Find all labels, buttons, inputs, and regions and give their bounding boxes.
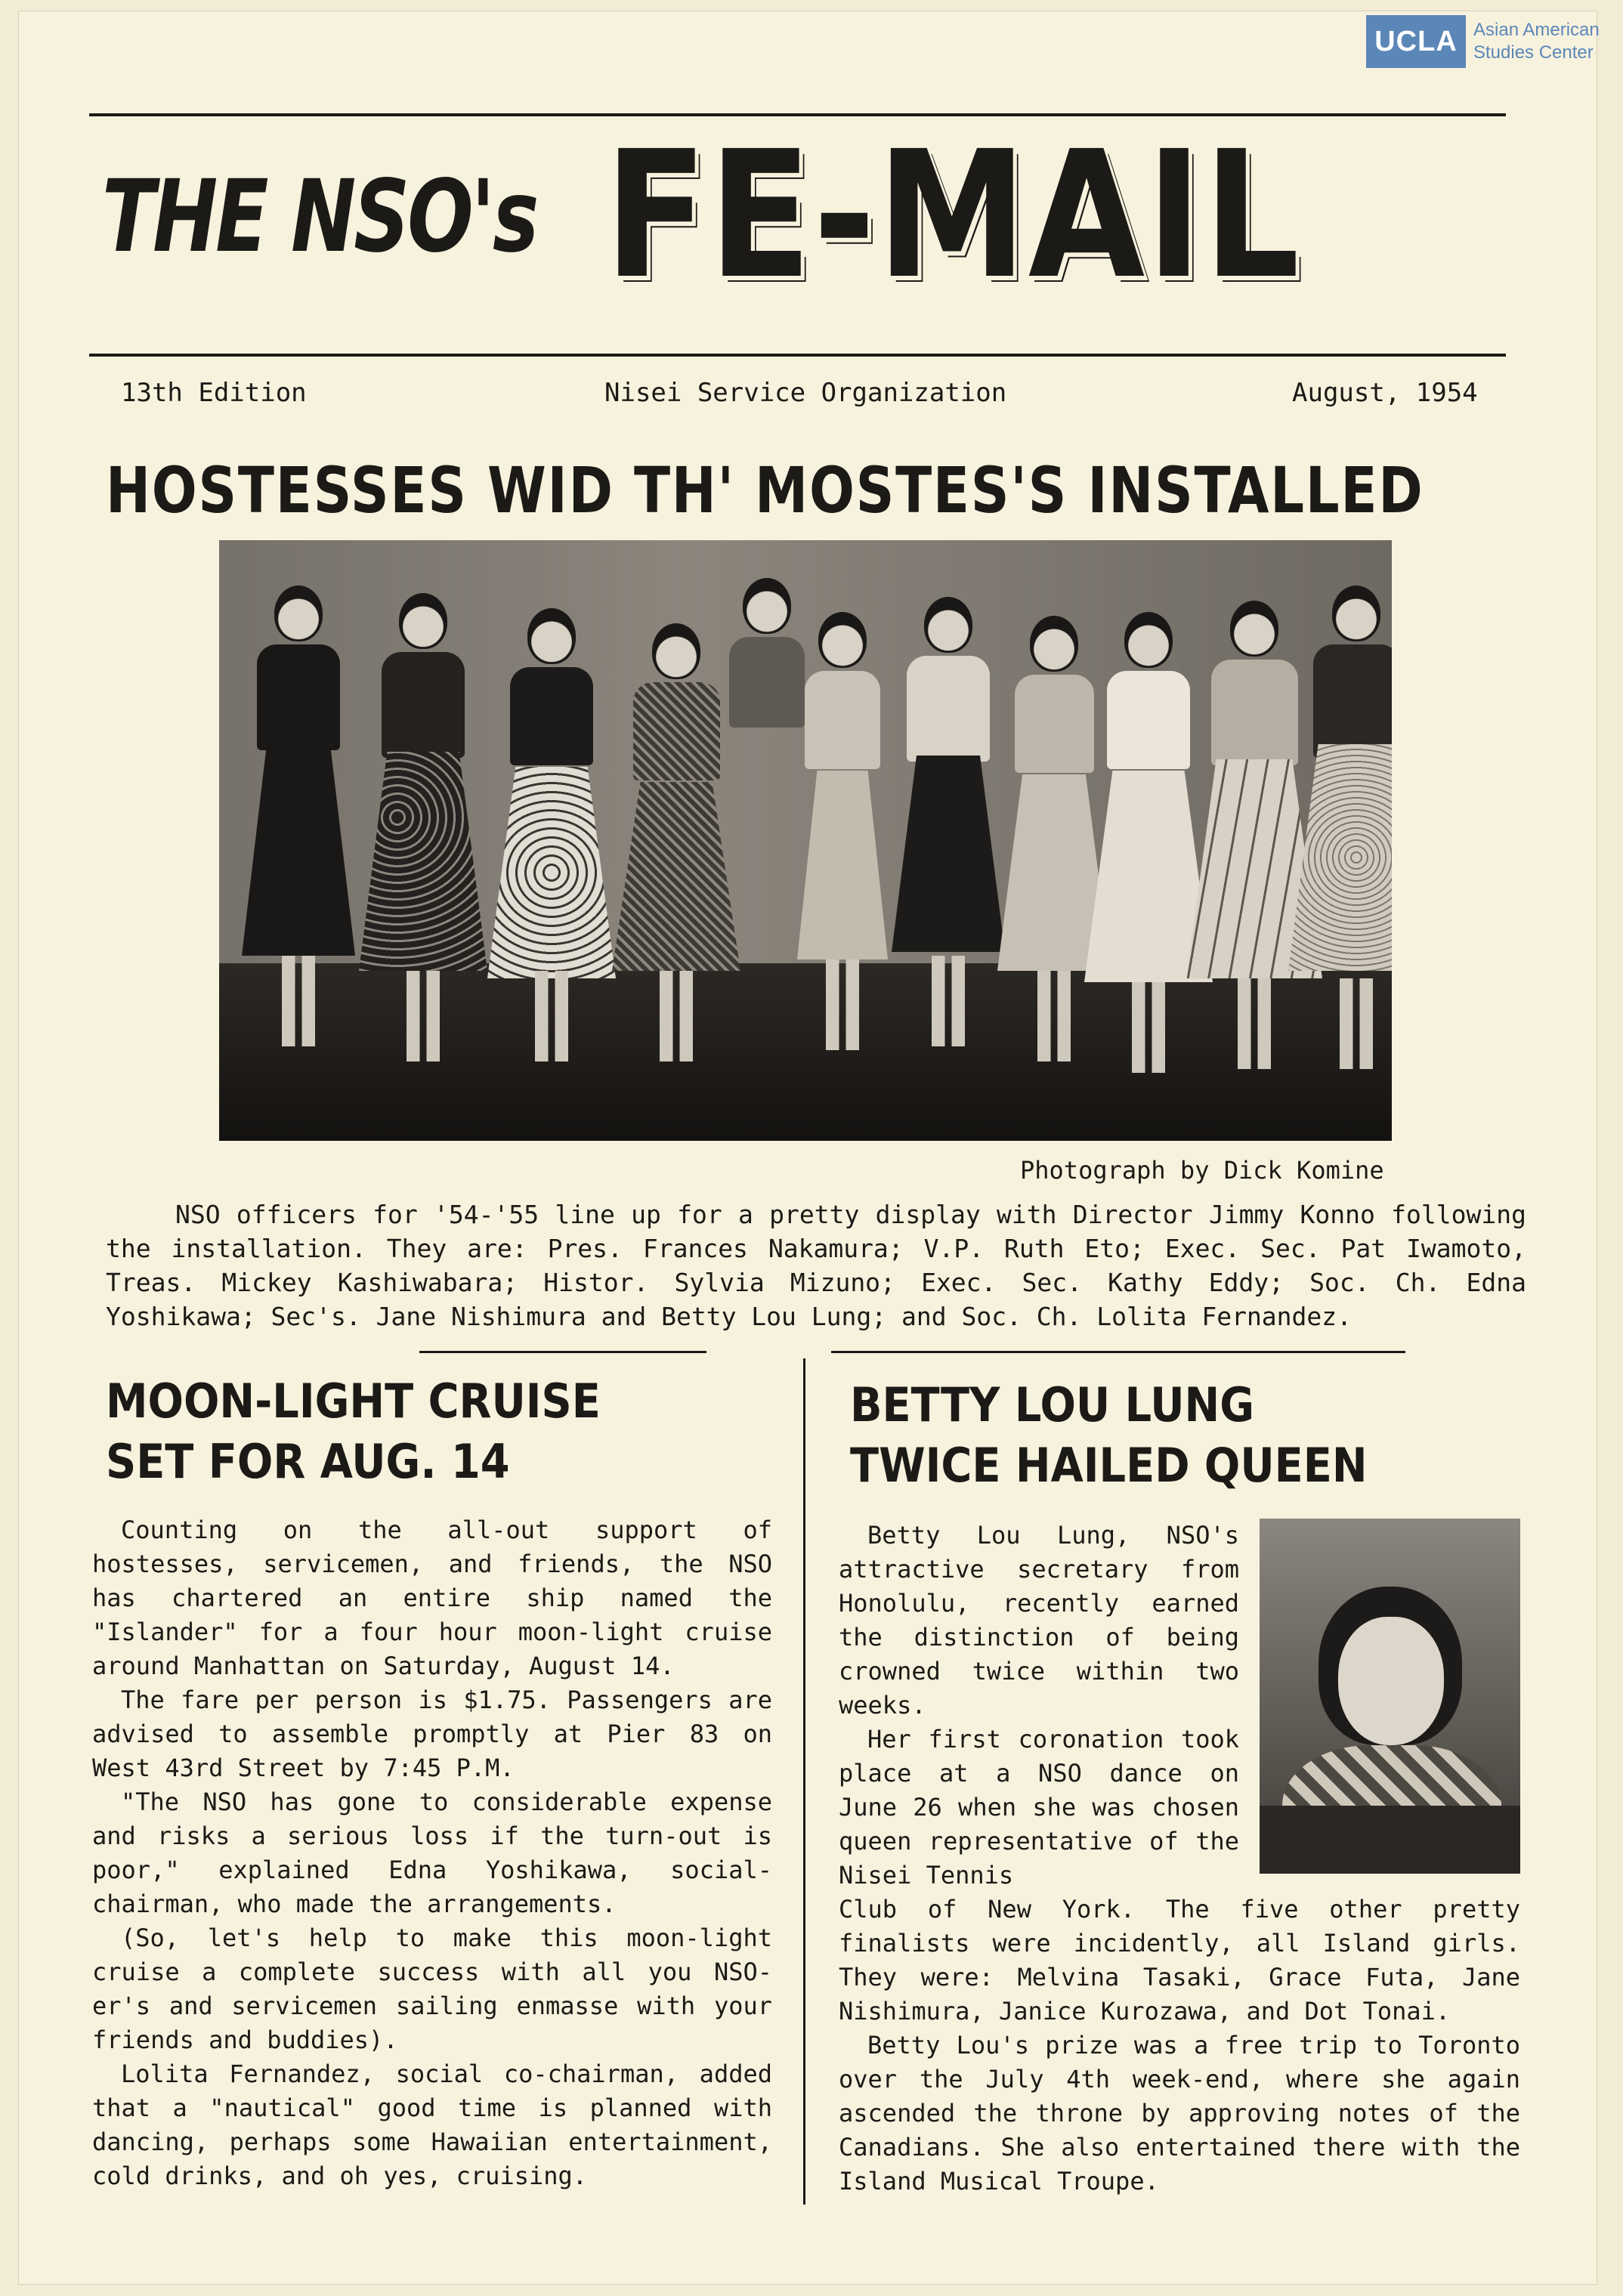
queen-headline bbox=[850, 1375, 1368, 1496]
badge-caption bbox=[1473, 19, 1600, 64]
organization-name: Nisei Service Organization bbox=[604, 378, 1007, 408]
badge-line-1: Asian American bbox=[1473, 20, 1600, 40]
photo-credit: Photograph by Dick Komine bbox=[1020, 1156, 1384, 1185]
cruise-paragraph: The fare per person is $1.75. Passengers are advised to assemble promptly at Pier 83 on West 43rd Street by 7:45 P.M. bbox=[92, 1686, 772, 1782]
caption-rule-right bbox=[831, 1351, 1405, 1353]
cruise-paragraph: Counting on the all-out support of hostesses, servicemen, and friends, the NSO has chartered an entire ship named the "Islander" for a four hour moon-light cruise around Manhattan on Saturday, August 14. bbox=[92, 1516, 772, 1680]
cruise-paragraph: (So, let's help to make this moon-light cruise a complete success with all you NSO-er's and servicemen sailing enmasse with your friends and buddies). bbox=[92, 1924, 772, 2054]
queen-paragraph: Club of New York. The five other pretty finalists were incidently, all Island girls. They were: Melvina Tasaki, Grace Futa, Jane Nishimura, Janice Kurozawa, and Dot Tonai. bbox=[839, 1895, 1520, 2026]
edition-date: August, 1954 bbox=[1292, 378, 1478, 408]
queen-paragraph: Betty Lou Lung, NSO's attractive secretary from Honolulu, recently earned the distinction of being crowned twice within two weeks. bbox=[839, 1521, 1239, 1720]
photo-figure bbox=[1292, 586, 1392, 1129]
edition-number: 13th Edition bbox=[121, 378, 307, 408]
group-photo bbox=[219, 540, 1392, 1141]
badge-line-2: Studies Center bbox=[1473, 42, 1594, 63]
queen-paragraph: Her first coronation took place at a NSO dance on June 26 when she was chosen queen representative of the Nisei Tennis bbox=[839, 1725, 1239, 1890]
queen-headline-line-1: BETTY LOU LUNG bbox=[850, 1377, 1255, 1432]
queen-article-body bbox=[839, 1893, 1520, 2199]
cruise-paragraph: "The NSO has gone to considerable expense and risks a serious loss if the turn-out is poor," explained Edna Yoshikawa, social-chairman, who made the arrangements. bbox=[92, 1788, 772, 1918]
cruise-headline bbox=[106, 1371, 601, 1492]
cruise-headline-line-2: SET FOR AUG. 14 bbox=[106, 1434, 510, 1489]
photo-figure bbox=[790, 612, 895, 1141]
masthead-prefix: THE NSO's bbox=[102, 159, 537, 275]
edition-row bbox=[121, 378, 1481, 416]
betty-lou-lung-portrait bbox=[1260, 1519, 1520, 1874]
ucla-badge bbox=[1366, 15, 1600, 68]
cruise-headline-line-1: MOON-LIGHT CRUISE bbox=[106, 1374, 601, 1429]
cruise-paragraph: Lolita Fernandez, social co-chairman, added that a "nautical" good time is planned with dancing, perhaps some Hawaiian entertainment, cold drinks, and oh yes, cruising. bbox=[92, 2060, 772, 2190]
photo-figure bbox=[363, 593, 484, 1122]
masthead-rule bbox=[89, 354, 1506, 357]
caption-rule-left bbox=[419, 1351, 706, 1353]
photo-figure bbox=[1088, 612, 1209, 1141]
masthead bbox=[102, 113, 1485, 351]
photo-figure bbox=[242, 586, 355, 1114]
queen-article-intro bbox=[839, 1519, 1239, 1893]
photo-figure bbox=[892, 597, 1005, 1126]
photo-figure bbox=[491, 608, 612, 1137]
photo-caption: NSO officers for '54-'55 line up for a pretty display with Director Jimmy Konno following the installation. They are: Pres. Frances Nakamura; V.P. Ruth Eto; Exec. Sec. Pat Iwamoto, Treas. Mickey Kashiwabara; Histor. Sylvia Mizuno; Exec. Sec. Kathy Eddy; Soc. Ch. Edna Yoshikawa; Sec's. Jane Nishimura and Betty Lou Lung; and Soc. Ch. Lolita Fernandez. bbox=[106, 1200, 1526, 1331]
queen-paragraph: Betty Lou's prize was a free trip to Toronto over the July 4th week-end, where she again ascended the throne by approving notes of the Canadians. She also entertained there with the Island Musical Troupe. bbox=[839, 2031, 1520, 2196]
column-divider bbox=[803, 1358, 805, 2205]
masthead-title: FE-MAIL bbox=[604, 113, 1301, 317]
cruise-article bbox=[92, 1513, 772, 2193]
ucla-logo: UCLA bbox=[1366, 15, 1466, 68]
main-headline: HOSTESSES WID TH' MOSTES'S INSTALLED bbox=[106, 453, 1424, 527]
queen-headline-line-2: TWICE HAILED QUEEN bbox=[850, 1438, 1368, 1493]
